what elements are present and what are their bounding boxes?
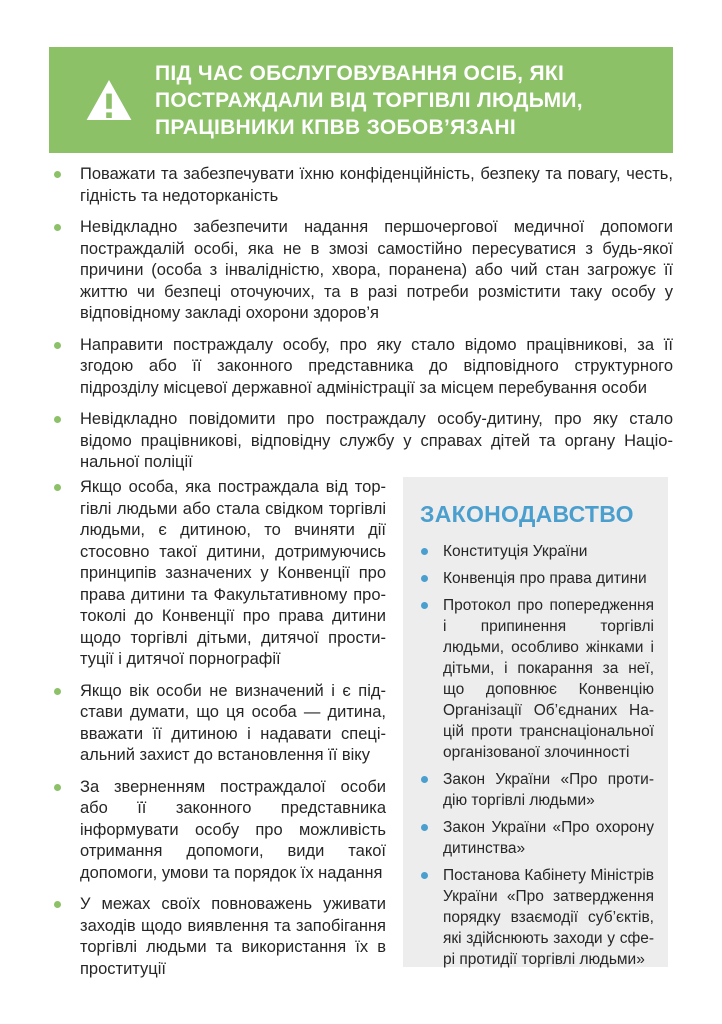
legislation-panel xyxy=(403,477,668,967)
circle-bullet-icon xyxy=(54,784,61,791)
circle-bullet-icon xyxy=(54,688,61,695)
page-title-line: ПРАЦІВНИКИ КПВВ ЗОБОВ’ЯЗАНІ xyxy=(155,115,516,139)
obligation-item xyxy=(52,335,673,400)
circle-bullet-icon xyxy=(54,171,61,178)
legislation-list xyxy=(420,541,654,970)
legislation-item xyxy=(420,769,654,811)
legislation-text: Конституція України xyxy=(443,543,588,560)
legislation-text: Закон України «Про охорону дитинства» xyxy=(443,819,654,857)
page-title xyxy=(155,60,583,141)
obligation-item xyxy=(52,777,386,885)
obligation-item xyxy=(52,164,673,207)
legislation-text: Постанова Кабінету Міністрів України «Про затвердження порядку взаємодії суб’єктів, які здійснюють заходи у сфері протидії торгівлі людьми» xyxy=(443,867,654,968)
obligation-text: Якщо вік особи не визначений і є підстави думати, що ця особа — дитина, вважати її дитиною і надавати спеціальний захист до встановлення її віку xyxy=(80,681,386,764)
header-banner xyxy=(49,47,673,153)
legislation-item xyxy=(420,541,654,562)
obligation-text: Поважати та забезпечувати їхню конфіденційність, безпеку та повагу, честь, гідність та недоторканість xyxy=(80,165,673,205)
legislation-text: Протокол про попередження і припинення торгівлі людьми, особливо жінками і дітьми, і покарання за неї, що доповнює Конвенцію Організації Об’єднаних Націй проти транснаціональної організованої злочинності xyxy=(443,597,654,761)
circle-bullet-icon xyxy=(421,548,428,555)
circle-bullet-icon xyxy=(54,224,61,231)
page-title-line: ПОСТРАЖДАЛИ ВІД ТОРГІВЛІ ЛЮДЬМИ, xyxy=(155,88,583,112)
page-title-line: ПІД ЧАС ОБСЛУГОВУВАННЯ ОСІБ, ЯКІ xyxy=(155,61,565,85)
circle-bullet-icon xyxy=(54,901,61,908)
obligation-text: У межах своїх повноважень уживати заходів щодо виявлення та запобігання торгівлі людьми та використання їх в проституції xyxy=(80,895,386,978)
obligation-text: За зверненням постраждалої особи або її законного представника інформувати особу про можливість отримання допомоги, види такої допомоги, умови та порядок їх надання xyxy=(80,777,386,882)
circle-bullet-icon xyxy=(54,416,61,423)
obligation-text: Невідкладно повідомити про постраждалу особу-дитину, про яку стало відомо працівникові, відповідну службу у справах дітей та органу Національної поліції xyxy=(80,410,673,471)
circle-bullet-icon xyxy=(421,602,428,609)
obligation-text: Якщо особа, яка постраждала від торгівлі людьми або стала свідком торгівлі людьми, є дитиною, то вчиняти дії стосовно такої дитини, дотримуючись принципів зазначених у Конвенції про права дитини та Факультативному протоколі до Конвенції про права дитини щодо торгівлі дітьми, дитячої проституції і дитячої порнографії xyxy=(80,478,386,668)
obligation-text: Невідкладно забезпечити надання першочергової медичної допомоги постраждалій особі, яка не в змозі самостійно пересуватися з будь-якої причини (особа з інвалідністю, хвора, поранена) або чий стан загрожує її життю чи безпеці оточуючих, та в разі потреби розмістити таку особу у відповідному закладі охорони здоров’я xyxy=(80,218,673,322)
circle-bullet-icon xyxy=(421,872,428,879)
circle-bullet-icon xyxy=(421,824,428,831)
obligation-text: Направити постраждалу особу, про яку стало відомо працівникові, за її згодою або її законного представника до відповідного структурного підрозділу місцевої державної адміністрації за місцем перебування особи xyxy=(80,335,673,397)
obligation-item xyxy=(52,217,673,325)
obligation-item xyxy=(52,477,386,671)
legislation-item xyxy=(420,817,654,859)
circle-bullet-icon xyxy=(54,342,61,349)
obligation-item xyxy=(52,681,386,767)
circle-bullet-icon xyxy=(421,776,428,783)
obligation-item xyxy=(52,894,386,980)
obligations-list-top xyxy=(52,164,673,484)
obligations-list-left xyxy=(52,477,386,990)
legislation-item xyxy=(420,595,654,763)
legislation-text: Закон України «Про протидію торгівлі людьми» xyxy=(443,771,654,809)
legislation-item xyxy=(420,865,654,970)
circle-bullet-icon xyxy=(54,484,61,491)
obligation-item xyxy=(52,409,673,474)
legislation-panel-title: ЗАКОНОДАВСТВО xyxy=(420,501,634,527)
circle-bullet-icon xyxy=(421,575,428,582)
warning-triangle-icon xyxy=(85,78,133,122)
legislation-text: Конвенція про права дитини xyxy=(443,570,647,587)
legislation-item xyxy=(420,568,654,589)
